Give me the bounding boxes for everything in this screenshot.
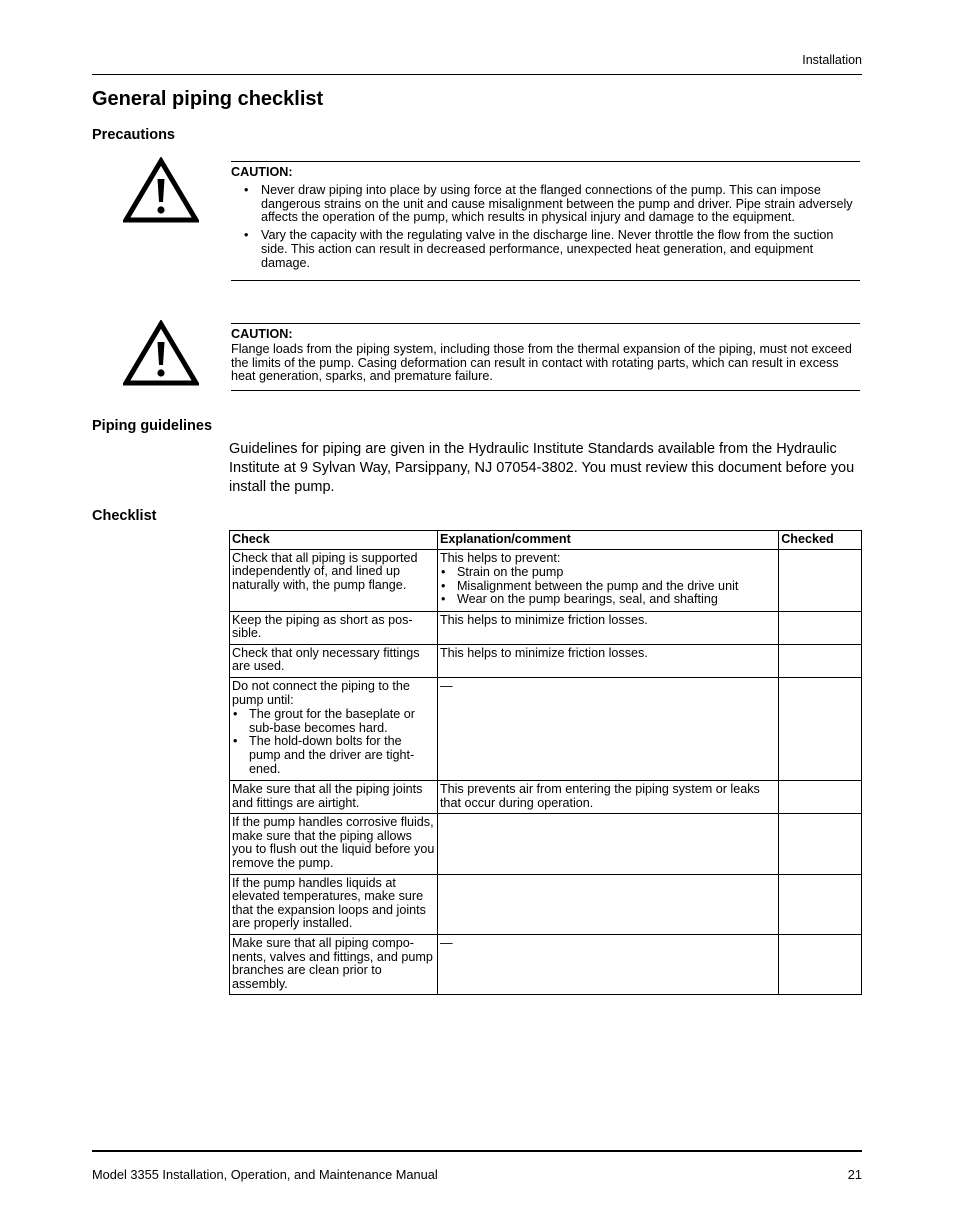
explanation-bullet: • Misalignment between the pump and the drive unit — [440, 580, 776, 594]
explanation-cell — [437, 814, 778, 874]
caution-label: CAUTION: — [231, 327, 293, 341]
column-header-check: Check — [230, 531, 438, 550]
table-row — [230, 874, 862, 934]
page-number: 21 — [847, 1167, 862, 1182]
explanation-cell: — — [437, 677, 778, 780]
running-header: Installation — [802, 53, 862, 67]
check-cell: Make sure that all piping compo-nents, valves and fittings, and pump branches are clean prior to assembly. — [230, 934, 438, 994]
explanation-bullet: • Strain on the pump — [440, 566, 776, 580]
checklist-table — [229, 530, 862, 995]
caution-bullet: • Vary the capacity with the regulating valve in the discharge line. Never throttle the flow from the suction side. This action can result in decreased performance, unexpected heat generation, and equipment damage. — [231, 229, 860, 270]
column-header-checked: Checked — [779, 531, 862, 550]
piping-guidelines-heading: Piping guidelines — [92, 418, 213, 434]
check-bullet: • The grout for the baseplate or sub-base becomes hard. — [232, 708, 435, 735]
check-cell: Make sure that all the piping joints and fittings are airtight. — [230, 780, 438, 813]
column-header-explanation: Explanation/comment — [437, 531, 778, 550]
check-text: Do not connect the piping to the pump until: — [232, 678, 410, 707]
caution-bullet: • Never draw piping into place by using force at the flanged connections of the pump. This can impose dangerous strains on the unit and cause misalignment between the pump and driver. Pipe strain adversely affects the operation of the pump, which results in physical injury and damage to the equipment. — [231, 184, 860, 225]
checked-cell — [779, 549, 862, 611]
check-cell — [230, 677, 438, 780]
table-row — [230, 780, 862, 813]
explanation-bullet: • Wear on the pump bearings, seal, and shafting — [440, 593, 776, 607]
warning-triangle-icon — [123, 157, 199, 223]
piping-guidelines-text: Guidelines for piping are given in the Hydraulic Institute Standards available from the Hydraulic Institute at 9 Sylvan Way, Parsippany, NJ 07054-3802. You must review this document before you install the pump. — [229, 441, 855, 495]
checked-cell — [779, 780, 862, 813]
table-header-row — [230, 531, 862, 550]
explanation-cell — [437, 549, 778, 611]
explanation-cell — [437, 874, 778, 934]
explanation-text: This helps to prevent: — [439, 550, 561, 565]
caution-box-2 — [231, 323, 860, 391]
footer-rule — [92, 1150, 862, 1152]
explanation-cell: This prevents air from entering the piping system or leaks that occur during operation. — [437, 780, 778, 813]
warning-triangle-icon — [123, 320, 199, 386]
header-rule — [92, 74, 862, 75]
checked-cell — [779, 677, 862, 780]
checked-cell — [779, 934, 862, 994]
check-cell: Keep the piping as short as pos-sible. — [230, 611, 438, 644]
checked-cell — [779, 644, 862, 677]
table-row — [230, 611, 862, 644]
table-row — [230, 549, 862, 611]
check-cell: Check that only necessary fittings are used. — [230, 644, 438, 677]
check-bullet: • The hold-down bolts for the pump and the driver are tight-ened. — [232, 735, 435, 776]
checked-cell — [779, 874, 862, 934]
precautions-heading: Precautions — [92, 127, 175, 143]
table-row — [230, 814, 862, 874]
checklist-heading: Checklist — [92, 508, 157, 524]
check-cell: If the pump handles liquids at elevated temperatures, make sure that the expansion loops and joints are properly installed. — [230, 874, 438, 934]
page-title: General piping checklist — [92, 88, 324, 110]
table-row — [230, 677, 862, 780]
check-cell: Check that all piping is supported independently of, and lined up naturally with, the pump flange. — [230, 549, 438, 611]
explanation-cell: — — [437, 934, 778, 994]
checked-cell — [779, 611, 862, 644]
checked-cell — [779, 814, 862, 874]
check-bullets — [232, 708, 435, 776]
check-cell: If the pump handles corrosive fluids, make sure that the piping allows you to flush out the liquid before you remove the pump. — [230, 814, 438, 874]
table-row — [230, 644, 862, 677]
caution-bullets — [231, 184, 860, 271]
caution-label: CAUTION: — [231, 165, 293, 179]
explanation-cell: This helps to minimize friction losses. — [437, 611, 778, 644]
explanation-bullets — [440, 566, 776, 607]
explanation-cell: This helps to minimize friction losses. — [437, 644, 778, 677]
caution-text: Flange loads from the piping system, including those from the thermal expansion of the piping, must not exceed the limits of the pump. Casing deformation can result in contact with rotating parts, which can result in excess heat generation, sparks, and premature failure. — [231, 341, 852, 384]
table-row — [230, 934, 862, 994]
caution-box-1 — [231, 161, 860, 281]
footer-manual-title: Model 3355 Installation, Operation, and Maintenance Manual — [92, 1167, 438, 1182]
